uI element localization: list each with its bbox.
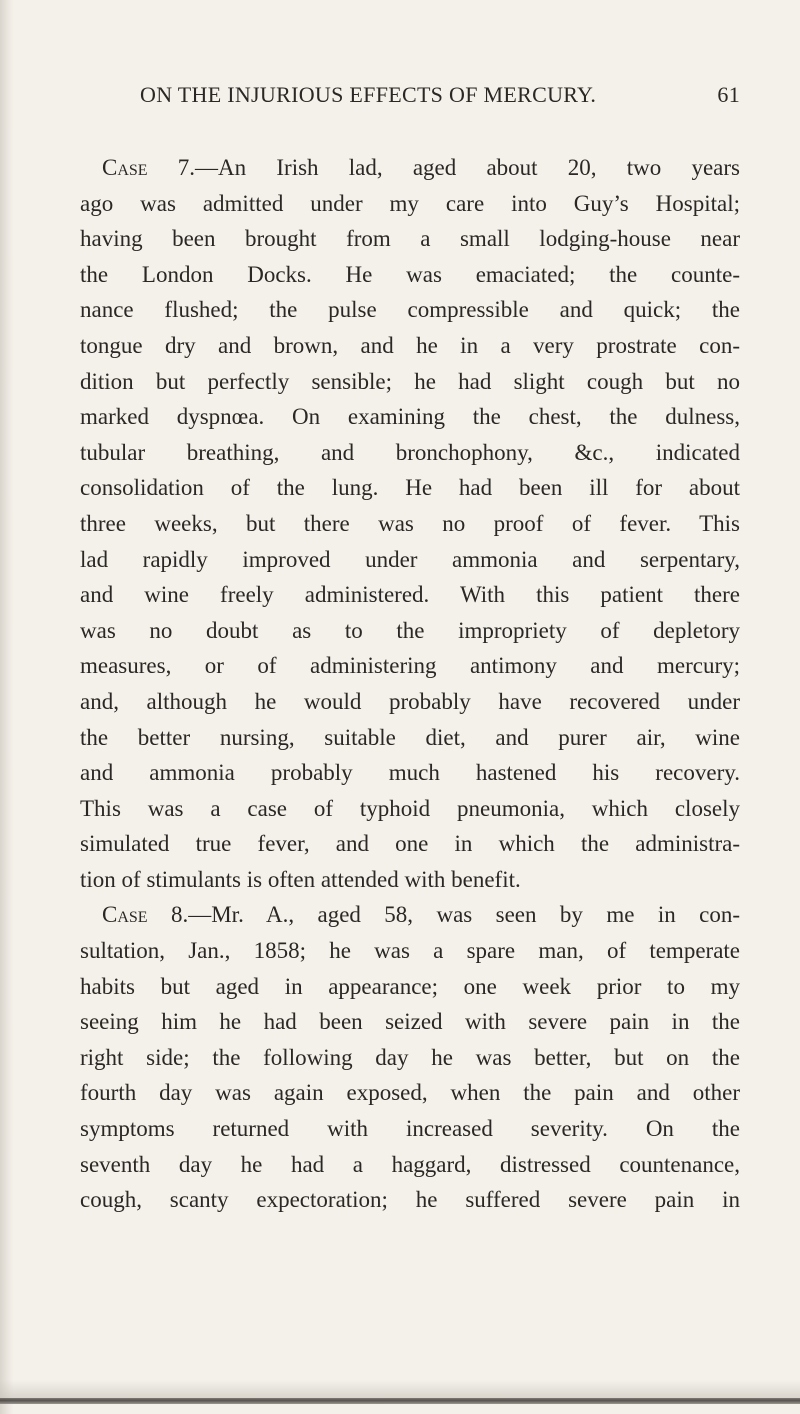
text-line: tongue dry and brown, and he in a very prostrate con- bbox=[80, 332, 740, 358]
text-line: nance flushed; the pulse compressible and quick; the bbox=[80, 297, 740, 323]
page-gutter-shadow bbox=[0, 0, 14, 1414]
text-line: tubular breathing, and bronchophony, &c., indicated bbox=[80, 439, 740, 465]
text-line: the London Docks. He was emaciated; the counte- bbox=[80, 261, 740, 287]
text-line: and ammonia probably much hastened his recovery. bbox=[80, 760, 740, 786]
bottom-scan-edge bbox=[0, 1398, 800, 1404]
text-line: having been brought from a small lodging-house near bbox=[80, 226, 740, 252]
text-line: tion of stimulants is often attended with benefit. bbox=[80, 866, 521, 892]
page-header bbox=[140, 82, 740, 122]
text-line: the better nursing, suitable diet, and purer air, wine bbox=[80, 724, 740, 750]
case-7-text: —An Irish lad, aged about 20, two years bbox=[195, 155, 740, 180]
case-7-label: Case 7. bbox=[102, 155, 196, 180]
text-line: three weeks, but there was no proof of fever. This bbox=[80, 510, 740, 536]
case-8-line-1 bbox=[80, 897, 740, 933]
text-line: sultation, Jan., 1858; he was a spare man, of temperate bbox=[80, 938, 740, 964]
text-line: marked dyspnœa. On examining the chest, the dulness, bbox=[80, 404, 740, 430]
bottom-page-shadow bbox=[0, 1380, 800, 1398]
text-line: fourth day was again exposed, when the pain and other bbox=[80, 1080, 740, 1106]
text-line: lad rapidly improved under ammonia and serpentary, bbox=[80, 546, 740, 572]
case-7-line-1 bbox=[80, 150, 740, 186]
text-line: measures, or of administering antimony and mercury; bbox=[80, 653, 740, 679]
text-line: and wine freely administered. With this patient there bbox=[80, 582, 740, 608]
text-line: ago was admitted under my care into Guy’s Hospital; bbox=[80, 190, 740, 216]
text-line: symptoms returned with increased severity. On the bbox=[80, 1116, 740, 1142]
running-head: ON THE INJURIOUS EFFECTS OF MERCURY. bbox=[140, 82, 597, 107]
text-line: seventh day he had a haggard, distressed countenance, bbox=[80, 1151, 740, 1177]
text-line: seeing him he had been seized with severe pain in the bbox=[80, 1009, 740, 1035]
case-8-text: —Mr. A., aged 58, was seen by me in con- bbox=[188, 902, 740, 928]
text-line: and, although he would probably have recovered under bbox=[80, 688, 740, 714]
body-text bbox=[80, 150, 740, 1218]
text-line: consolidation of the lung. He had been ill for about bbox=[80, 475, 740, 501]
text-line: simulated true fever, and one in which the administra- bbox=[80, 831, 740, 857]
text-line: dition but perfectly sensible; he had slight cough but no bbox=[80, 368, 740, 394]
text-line: was no doubt as to the impropriety of depletory bbox=[80, 617, 740, 643]
case-8-label: Case 8. bbox=[102, 902, 189, 928]
text-line: This was a case of typhoid pneumonia, which closely bbox=[80, 795, 740, 821]
text-line: cough, scanty expectoration; he suffered severe pain in bbox=[80, 1187, 740, 1213]
text-line: right side; the following day he was better, but on the bbox=[80, 1044, 740, 1070]
text-line: habits but aged in appearance; one week prior to my bbox=[80, 973, 740, 999]
page-number: 61 bbox=[717, 82, 740, 107]
